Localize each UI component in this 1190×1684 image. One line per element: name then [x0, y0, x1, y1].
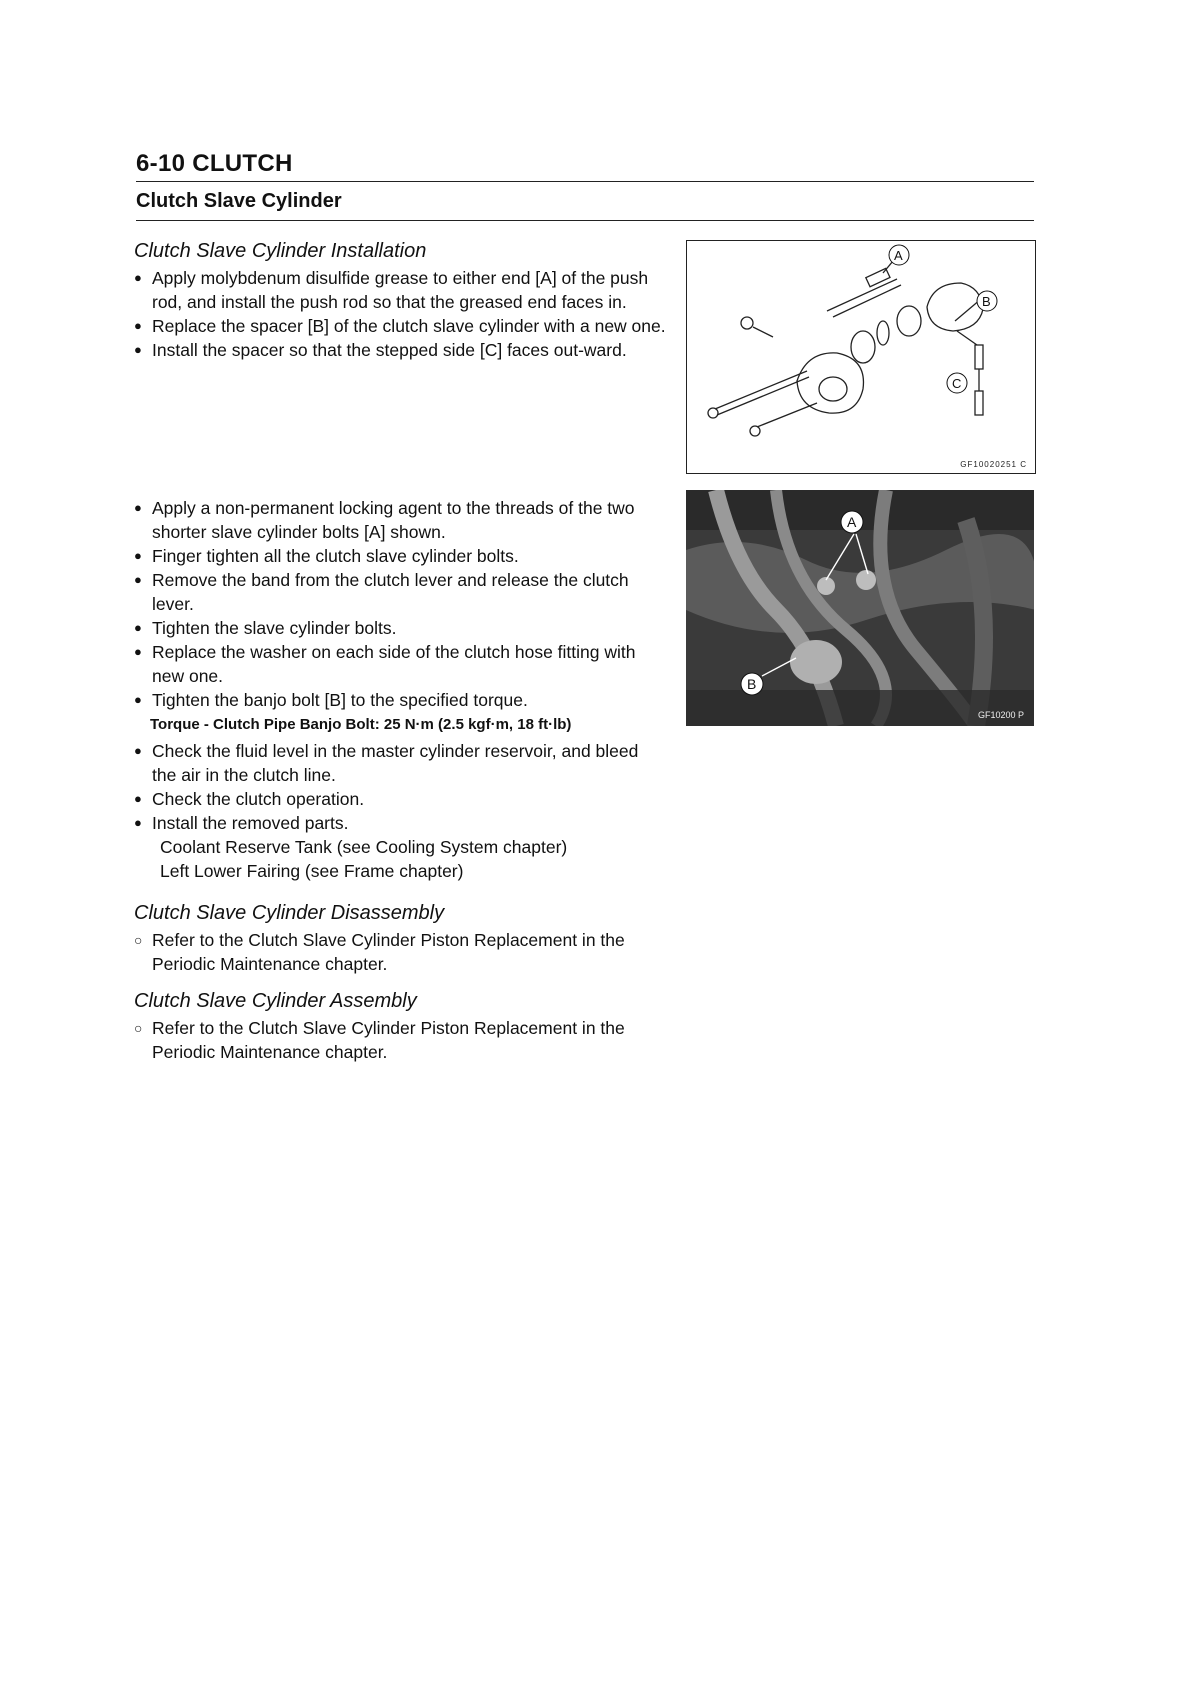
list-item: ● Check the fluid level in the master cylinder reservoir, and bleed the air in the clutch line.	[134, 739, 666, 787]
diagram-label-c: C	[952, 376, 962, 391]
long-bolt	[715, 371, 807, 409]
installation-block-2	[134, 496, 666, 883]
assembly-list	[134, 1016, 666, 1064]
list-item: ● Apply a non-permanent locking agent to the threads of the two shorter slave cylinder bolts [A] shown.	[134, 496, 666, 544]
push-rod-line	[833, 285, 901, 317]
list-item: ● Tighten the banjo bolt [B] to the specified torque.	[134, 688, 666, 712]
page-header	[136, 150, 1034, 221]
section-title: Clutch Slave Cylinder	[136, 190, 342, 212]
push-rod-line	[827, 279, 897, 311]
engine-photo-figure	[686, 490, 1034, 726]
assembly-heading: Clutch Slave Cylinder Assembly	[134, 990, 417, 1012]
chapter-title: 6-10 CLUTCH	[136, 150, 293, 177]
header-rule	[136, 181, 1034, 182]
list-item: ● Check the clutch operation.	[134, 787, 666, 811]
installation-bullets-c	[134, 739, 666, 835]
diagram-code: GF10020251 C	[960, 460, 1027, 469]
list-item: ● Install the spacer so that the stepped side [C] faces out-ward.	[134, 338, 666, 362]
list-item: ● Finger tighten all the clutch slave cylinder bolts.	[134, 544, 666, 568]
disassembly-list	[134, 928, 666, 976]
seal	[877, 321, 889, 345]
exploded-diagram	[687, 241, 1035, 473]
installation-heading: Clutch Slave Cylinder Installation	[134, 240, 427, 262]
disassembly-heading: Clutch Slave Cylinder Disassembly	[134, 902, 445, 924]
removed-part: Left Lower Fairing (see Frame chapter)	[160, 861, 464, 881]
torque-spec: Torque - Clutch Pipe Banjo Bolt: 25 N·m (2.5 kgf·m, 18 ft·lb)	[150, 716, 572, 733]
exploded-diagram-figure	[686, 240, 1036, 474]
list-item: ● Install the removed parts.	[134, 811, 666, 835]
photo-label-b: B	[747, 676, 757, 692]
assembly-block	[134, 988, 666, 1064]
cover-plate	[927, 283, 983, 331]
installation-block-1	[134, 238, 666, 362]
slave-cylinder-body	[797, 353, 863, 413]
list-item: ● Remove the band from the clutch lever and release the clutch lever.	[134, 568, 666, 616]
installation-bullets-a	[134, 266, 666, 362]
list-item: ● Apply molybdenum disulfide grease to either end [A] of the push rod, and install the push rod so that the greased end faces in.	[134, 266, 666, 314]
photo-code: GF10200 P	[977, 710, 1024, 720]
short-bolt	[757, 403, 817, 427]
installation-bullets-b	[134, 496, 666, 712]
spacer	[897, 306, 921, 336]
section-rule	[136, 220, 1034, 221]
bleeder-valve	[741, 317, 753, 329]
photo-label-a: A	[847, 514, 857, 530]
diagram-label-b: B	[982, 294, 991, 309]
disassembly-block	[134, 900, 666, 976]
spring	[851, 331, 875, 363]
list-item: ● Replace the washer on each side of the clutch hose fitting with new one.	[134, 640, 666, 688]
list-item: ○ Refer to the Clutch Slave Cylinder Piston Replacement in the Periodic Maintenance chapter.	[134, 928, 666, 976]
list-item: ● Tighten the slave cylinder bolts.	[134, 616, 666, 640]
engine-photo	[686, 490, 1034, 726]
list-item: ○ Refer to the Clutch Slave Cylinder Piston Replacement in the Periodic Maintenance chapter.	[134, 1016, 666, 1064]
removed-part: Coolant Reserve Tank (see Cooling System chapter)	[160, 837, 568, 857]
list-item: ● Replace the spacer [B] of the clutch slave cylinder with a new one.	[134, 314, 666, 338]
diagram-label-a: A	[894, 248, 903, 263]
